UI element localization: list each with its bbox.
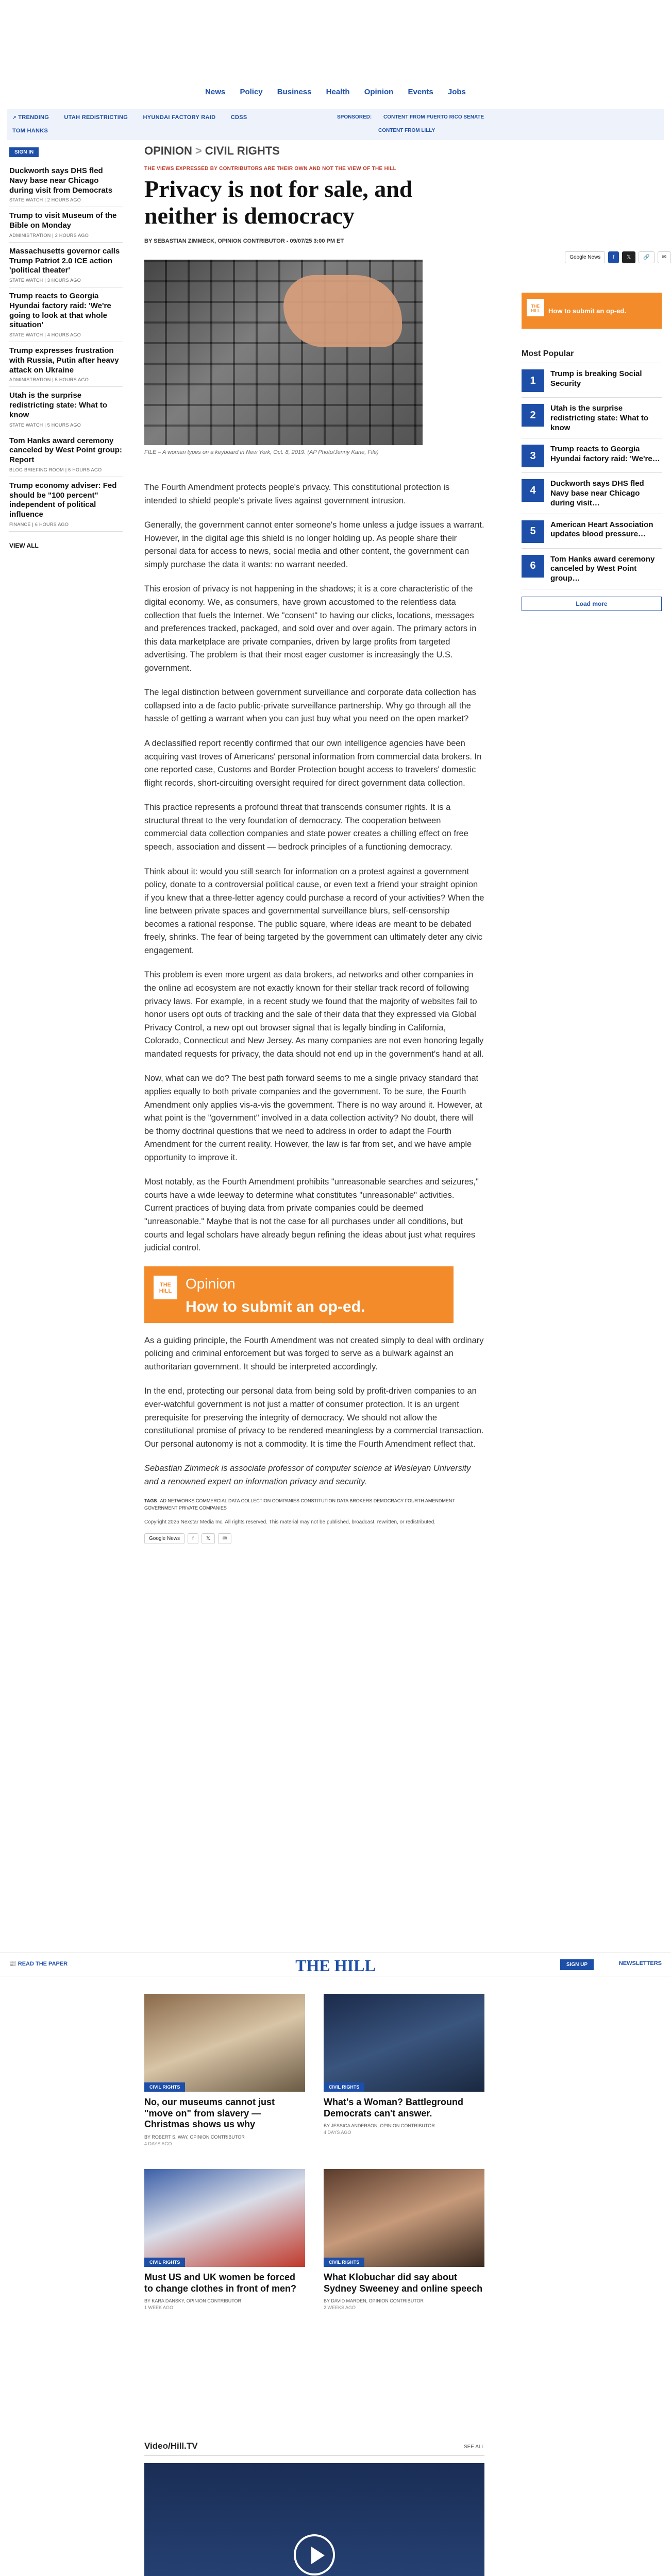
paragraph: The legal distinction between government surveillance and corporate data collection has collapsed into a de facto public-private surveillance partnership. Why go through all the hassle of getting a warrant when you can just buy what you need on the open market? (144, 688, 476, 724)
share-bar-top (565, 251, 671, 263)
trending-item[interactable]: TOM HANKS (12, 128, 48, 134)
paragraph: Now, what can we do? The best path forward seems to me a single privacy standard that applies equally to both private companies and the government. To be sure, the Fourth Amendment only applies vis-a-vis the government. There is no way around it. However, at what point is the "government" involved in a data collection activity? No doubt, there will be thorny doctrinal questions that we need to address in order to adapt the Fourth Amendment for the current reality. However, the law is far from set, and we have ample opportunity to improve it. (144, 1074, 482, 1162)
tags-label: TAGS (144, 1498, 157, 1504)
popular-item[interactable]: 6 Tom Hanks award ceremony canceled by West Point group… (522, 555, 662, 589)
nav-events[interactable]: Events (408, 88, 433, 96)
paragraph: Think about it: would you still search for information on a protest against a government policy, donate to a controversial political cause, or even text a friend your straight opinion if you knew that a three-letter agency could purchase a record of your activities? When the line between private spaces and governmental surveillance blurs, self-censorship becomes a rational response. The public square, where ideas are meant to be debated freely, shrinks. The fear of being targeted by the government can ultimately deter any civic engagement. (144, 867, 484, 955)
facebook-icon[interactable]: f (608, 251, 619, 263)
op-ed-promo-banner[interactable] (144, 1266, 454, 1323)
latest-news-rail (9, 147, 123, 549)
nav-health[interactable]: Health (326, 88, 350, 96)
popular-item[interactable]: 5 American Heart Association updates blood pressure… (522, 520, 662, 549)
story-card[interactable]: CIVIL RIGHTS What's a Woman? Battleground Democrats can't answer. BY JESSICA ANDERSON, OPINION CONTRIBUTOR 4 DAYS AGO (324, 1994, 484, 2135)
breadcrumb-section[interactable]: OPINION (144, 144, 192, 157)
story-image: CIVIL RIGHTS (324, 1994, 484, 2092)
see-all-link[interactable]: SEE ALL (463, 2444, 484, 2450)
video-section (144, 2441, 484, 2576)
facebook-icon[interactable]: f (188, 1533, 198, 1544)
paragraph: This problem is even more urgent as data brokers, ad networks and other companies in the online ad ecosystem are not exactly known for their stellar track record of following privacy laws. For example, in a recent study we found that the majority of websites fail to honor users opt outs of tracking and the sale of their data that they expressed via Global Privacy Control, a new opt out browser signal that is legally binding in California, Colorado, Connecticut and New Jersey. As many companies are not even honoring legally mandated requests for privacy, the data should not end up in the government's hand at all. (144, 970, 484, 1059)
tags (144, 1498, 484, 1512)
paragraph: In the end, protecting our personal data from being sold by profit-driven companies to an ever-watchful government is not just a matter of consumer protection. It is an urgent prerequisite for preserving the integrity of democracy. We should not allow the constitutional promise of privacy to be rendered meaningless by a commercial transaction. Our personal autonomy is not a commodity. It is time the Fourth Amendment reflect that. (144, 1386, 484, 1449)
copyright: Copyright 2025 Nexstar Media Inc. All rights reserved. This material may not be published, broadcast, rewritten, or redistributed. (144, 1519, 436, 1526)
popular-item[interactable]: 2 Utah is the surprise redistricting state: What to know (522, 404, 662, 438)
list-item[interactable]: Tom Hanks award ceremony canceled by West Point group: Report BLOG BRIEFING ROOM | 6 HOURS AGO (9, 432, 123, 477)
nav-opinion[interactable]: Opinion (364, 88, 394, 96)
sponsored-link[interactable]: CONTENT FROM LILLY (378, 128, 435, 133)
paragraph: This erosion of privacy is not happening in the shadows; it is a core characteristic of the digital economy. We, as consumers, have grown accustomed to the relentless data collection that fuels the Internet. We "consent" to having our clicks, locations, messages and preferences tracked, packaged, and sold over and over again. The primary actors in this data marketplace are private companies, driven by large profits from targeted advertising. The problem is that their most eager customer is increasingly the U.S. government. (144, 584, 477, 673)
hand-image (283, 275, 402, 347)
list-item[interactable]: Trump to visit Museum of the Bible on Monday ADMINISTRATION | 2 HOURS AGO (9, 207, 123, 243)
share-bar-bottom (144, 1533, 484, 1544)
nav-jobs[interactable]: Jobs (447, 88, 466, 96)
video-heading: Video/Hill.TV (144, 2441, 484, 2456)
ad-text: How to submit an op-ed. (548, 307, 626, 315)
list-item[interactable]: Trump reacts to Georgia Hyundai factory raid: 'We're going to look at that whole situation' STATE WATCH | 4 HOURS AGO (9, 287, 123, 342)
op-ed-ad[interactable] (522, 293, 662, 329)
nav-business[interactable]: Business (277, 88, 312, 96)
newspaper-icon: 📰 (9, 1961, 18, 1967)
paragraph: Generally, the government cannot enter someone's home unless a judge issues a warrant. However, in the digital age this shield is no longer holding up. As people share their personal data for access to news, social media and other content, the government can simply purchase the data it wants: no warrant needed. (144, 520, 484, 569)
list-item[interactable]: Trump expresses frustration with Russia, Putin after heavy attack on Ukraine ADMINISTRATION | 5 HOURS AGO (9, 342, 123, 387)
paragraph: A declassified report recently confirmed that our own intelligence agencies have been acquiring vast troves of Americans' personal information from commercial data brokers. In one reported case, Customs and Border Protection bought access to travelers' domestic flight records, short-circuiting oversight required for direct government data collection. (144, 739, 482, 788)
list-item[interactable]: Trump economy adviser: Fed should be "100 percent" independent of political influence FINANCE | 6 HOURS AGO (9, 477, 123, 532)
sponsored-label: SPONSORED: (337, 114, 372, 120)
the-hill-logo: THE HILL (527, 299, 544, 316)
trending-bar (7, 109, 664, 140)
paragraph: Most notably, as the Fourth Amendment prohibits "unreasonable searches and seizures," courts have a wide leeway to determine what constitutes "unreasonable" activities. Current practices of buying data from private companies could be deemed "unreasonable." Maybe that is not the case for all purchases under all conditions, but courts and legal scholars have already begun refining the ideas about just what requires judicial control. (144, 1177, 479, 1253)
story-image: CIVIL RIGHTS (144, 2169, 305, 2267)
signin-button[interactable]: SIGN IN (9, 147, 39, 157)
promo-label: Opinion (186, 1275, 236, 1292)
play-icon[interactable] (294, 2534, 335, 2575)
list-item[interactable]: Massachusetts governor calls Trump Patriot 2.0 ICE action 'political theater' STATE WATCH | 3 HOURS AGO (9, 243, 123, 287)
trending-icon: ↗ (12, 115, 16, 120)
email-icon[interactable]: ✉ (658, 251, 671, 263)
promo-title: How to submit an op-ed. (186, 1298, 365, 1315)
google-news-button[interactable]: Google News (144, 1533, 184, 1544)
hero-image (144, 260, 423, 445)
page-title: Privacy is not for sale, and neither is democracy (144, 176, 413, 229)
the-hill-logo: THE HILL (154, 1276, 177, 1299)
breadcrumb-separator: > (195, 144, 202, 157)
article-body (144, 481, 484, 1255)
top-nav (0, 88, 671, 96)
trending-item[interactable]: HYUNDAI FACTORY RAID (143, 114, 216, 121)
read-the-paper-link[interactable]: 📰 READ THE PAPER (9, 1961, 68, 1967)
article (144, 144, 484, 1544)
load-more-button[interactable]: Load more (522, 597, 662, 611)
trending-item[interactable]: CDSS (230, 114, 247, 121)
x-icon[interactable]: 𝕏 (622, 251, 635, 263)
list-item[interactable]: Duckworth says DHS fled Navy base near Chicago during visit from Democrats STATE WATCH | 2 HOURS AGO (9, 162, 123, 207)
email-icon[interactable]: ✉ (218, 1533, 231, 1544)
list-item[interactable]: Utah is the surprise redistricting state: What to know STATE WATCH | 5 HOURS AGO (9, 387, 123, 432)
link-icon[interactable]: 🔗 (639, 251, 654, 263)
breadcrumb-subsection[interactable]: CIVIL RIGHTS (205, 144, 280, 157)
trending-item[interactable]: UTAH REDISTRICTING (64, 114, 128, 121)
sign-up-button[interactable]: SIGN UP (560, 1959, 594, 1970)
story-card[interactable]: CIVIL RIGHTS Must US and UK women be forced to change clothes in front of men? BY KARA DANSKY, OPINION CONTRIBUTOR 1 WEEK AGO (144, 2169, 305, 2310)
byline: BY SEBASTIAN ZIMMECK, OPINION CONTRIBUTOR - 09/07/25 3:00 PM ET (144, 238, 344, 245)
google-news-button[interactable]: Google News (565, 251, 605, 263)
paragraph: As a guiding principle, the Fourth Amendment was not created simply to deal with ordinary policing and criminal enforcement but was forged to serve as a bulwark against an authoritarian government. It should be interpreted accordingly. (144, 1335, 484, 1371)
x-icon[interactable]: 𝕏 (202, 1533, 215, 1544)
paragraph: The Fourth Amendment protects people's privacy. This constitutional protection is intended to shield people's private lives against government intrusion. (144, 483, 450, 505)
view-all-link[interactable]: VIEW ALL (9, 541, 39, 549)
story-card[interactable]: CIVIL RIGHTS What Klobuchar did say about Sydney Sweeney and online speech BY DAVID MARDEN, OPINION CONTRIBUTOR 2 WEEKS AGO (324, 2169, 484, 2310)
paragraph: This practice represents a profound threat that transcends consumer rights. It is a structural threat to the very foundation of democracy. The cooperation between commercial data collection companies and state power creates a chilling effect on free speech, association and dissent — bedrock principles of a functioning democracy. (144, 803, 468, 852)
popular-item[interactable]: 4 Duckworth says DHS fled Navy base near Chicago during visit… (522, 479, 662, 514)
popular-item[interactable]: 1 Trump is breaking Social Security (522, 369, 662, 398)
right-rail (522, 293, 662, 611)
author-bio: Sebastian Zimmeck is associate professor of computer science at Wesleyan University and a renowned expert on information privacy and security. (144, 1464, 471, 1486)
nav-news[interactable]: News (205, 88, 226, 96)
trending-label: TRENDING (18, 114, 49, 121)
opinion-disclaimer: THE VIEWS EXPRESSED BY CONTRIBUTORS ARE THEIR OWN AND NOT THE VIEW OF THE HILL (144, 166, 396, 172)
the-hill-logo[interactable]: THE HILL (295, 1956, 376, 1975)
newsletters-link[interactable]: NEWSLETTERS (618, 1960, 662, 1967)
video-player[interactable] (144, 2463, 484, 2576)
story-image: CIVIL RIGHTS (144, 1994, 305, 2092)
tag-list[interactable]: AD NETWORKS COMMERCIAL DATA COLLECTION COMPANIES CONSTITUTION DATA BROKERS DEMOCRACY FOURTH AMENDMENT GOVERNMENT PRIVATE COMPANIES (144, 1498, 455, 1511)
the-hill-bar (0, 1953, 671, 1976)
story-image: CIVIL RIGHTS (324, 2169, 484, 2267)
breadcrumb (144, 144, 484, 158)
most-popular-heading: Most Popular (522, 349, 662, 363)
popular-item[interactable]: 3 Trump reacts to Georgia Hyundai factory raid: 'We're… (522, 445, 662, 473)
article-body-continued (144, 1334, 484, 1489)
sponsored-link[interactable]: CONTENT FROM PUERTO RICO SENATE (383, 114, 484, 120)
story-card[interactable]: CIVIL RIGHTS No, our museums cannot just "move on" from slavery — Christmas shows us why BY ROBERT S. WAY, OPINION CONTRIBUTOR 4 DAYS AGO (144, 1994, 305, 2146)
image-caption: FILE – A woman types on a keyboard in New York, Oct. 8, 2019. (AP Photo/Jenny Kane, File) (144, 449, 379, 456)
nav-policy[interactable]: Policy (240, 88, 263, 96)
